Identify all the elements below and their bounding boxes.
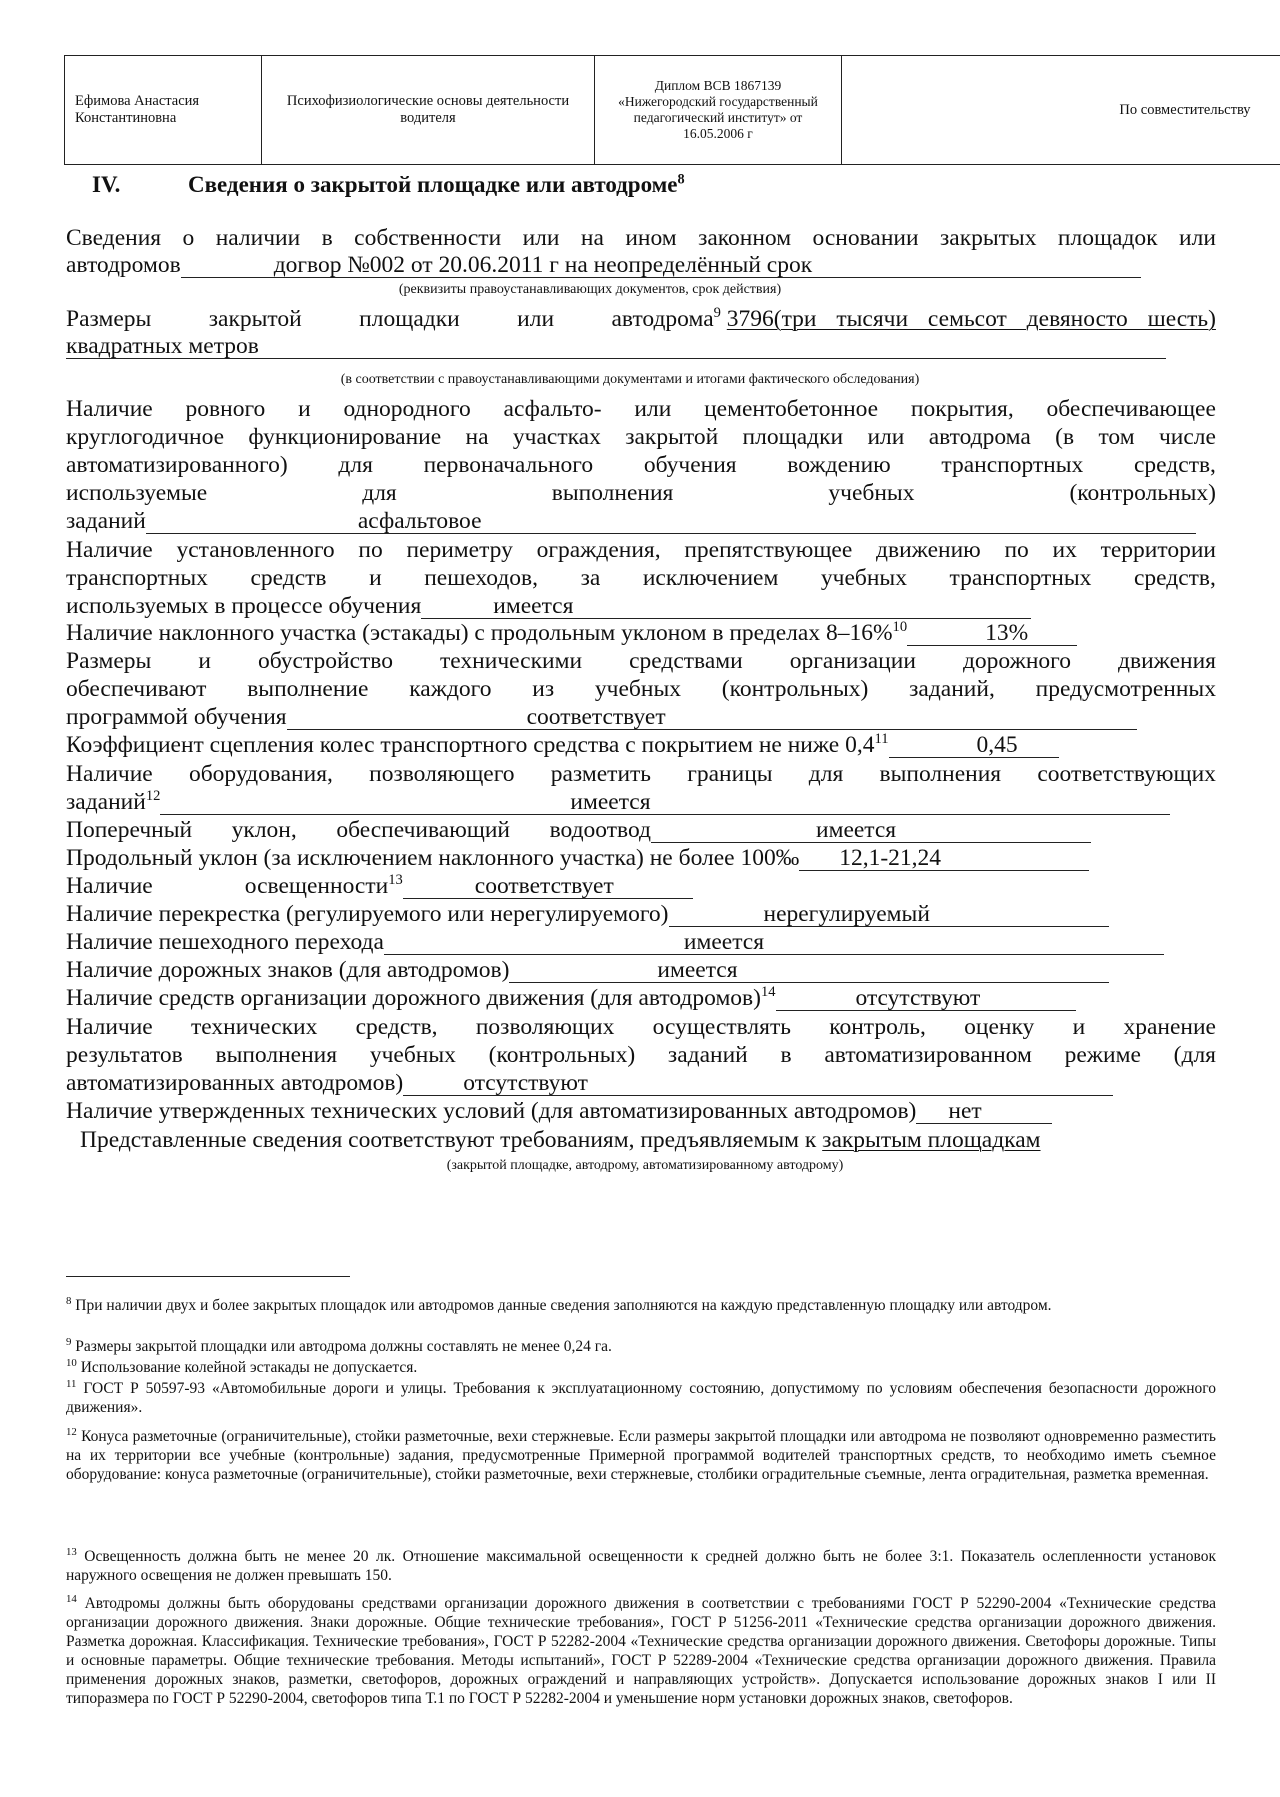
field-label: освещенности — [244, 873, 389, 899]
footnote-text: При наличии двух и более закрытых площадок или автодромов данные сведения заполняются на каждую представленную площадку или автодром. — [75, 1297, 1052, 1314]
form-line — [66, 929, 1216, 956]
field-caption: (в соответствии с правоустанавливающими документами и итогами фактического обследования) — [340, 372, 920, 387]
line-word: организации — [789, 648, 916, 674]
line-word: движению — [876, 537, 981, 563]
field-label: заданий — [66, 789, 146, 815]
line-word: Наличие — [66, 1014, 153, 1040]
field-value — [146, 508, 1196, 534]
footnote-text: Использование колейной эстакады не допускается. — [80, 1359, 418, 1376]
line-word: для — [808, 761, 844, 787]
line-word: транспортных — [941, 452, 1084, 478]
line-word: или — [522, 225, 560, 251]
line-word: разметить — [550, 761, 652, 787]
field-label: или — [517, 306, 555, 332]
line-word: обеспечивающее — [1046, 396, 1216, 422]
field-value — [509, 957, 1109, 983]
footnote — [66, 1427, 1216, 1484]
field-label: Наличие наклонного участка (эстакады) с продольным уклоном в пределах 8–16% — [66, 620, 893, 646]
line-word: о — [182, 225, 195, 251]
line-word: средствами — [629, 648, 743, 674]
line-word: каждого — [409, 676, 492, 702]
field-caption: (реквизиты правоустанавливающих документов, срок действия) — [398, 282, 782, 297]
line-word: асфальто- — [503, 396, 602, 422]
line-word: оценку — [964, 1014, 1035, 1040]
field-label: автодрома — [611, 306, 714, 332]
form-line — [66, 225, 1216, 252]
form-line — [66, 676, 1216, 703]
line-word: или — [1179, 225, 1216, 251]
line-word: цементобетонное — [704, 396, 879, 422]
footnote-number: 9 — [66, 1335, 72, 1348]
field-value-text: нерегулируемый — [763, 901, 930, 927]
form-line — [66, 817, 1216, 844]
line-word: используемые — [66, 480, 208, 506]
line-word: исключением — [642, 565, 779, 591]
line-word: средств, — [1134, 452, 1216, 478]
footnote-text: Размеры закрытой площадки или автодрома должны составлять не менее 0,24 га. — [75, 1338, 612, 1355]
line-word: участках — [512, 424, 601, 450]
line-word: собственности — [354, 225, 502, 251]
field-label: Поперечный — [66, 817, 193, 843]
line-word: средств, — [355, 1014, 438, 1040]
field-label: Наличие перекрестка (регулируемого или нерегулируемого) — [66, 901, 669, 927]
field-value — [916, 1098, 1052, 1124]
form-line — [66, 620, 1216, 647]
employment-text: По совместительству — [1119, 101, 1251, 118]
line-word: функционирование — [248, 424, 442, 450]
field-label: Наличие дорожных знаков (для автодромов) — [66, 957, 510, 983]
line-word: результатов — [66, 1042, 183, 1068]
line-word: обеспечивают — [66, 676, 207, 702]
line-word: транспортных — [66, 565, 208, 591]
section-heading — [92, 172, 685, 198]
field-label: Представленные сведения соответствуют требованиям, предъявляемым к — [80, 1127, 817, 1153]
line-word: транспортных — [949, 565, 1092, 591]
line-word: площадок — [1057, 225, 1158, 251]
field-label: закрытой — [208, 306, 302, 332]
form-line — [66, 873, 1216, 900]
footnote-ref: 13 — [388, 872, 403, 889]
field-label: Продольный уклон (за исключением наклонного участка) не более 100‰ — [66, 845, 800, 871]
field-label: используемых в процессе обучения — [66, 593, 422, 619]
field-value-text: имеется — [493, 593, 574, 619]
line-word: и — [298, 396, 311, 422]
field-value-text: отсутствуют — [463, 1070, 588, 1096]
field-value-text: нет — [948, 1098, 982, 1124]
field-value-text: асфальтовое — [357, 508, 482, 534]
form-line — [66, 396, 1216, 423]
field-label: Коэффициент сцепления колес транспортного средства с покрытием не ниже 0,4 — [66, 732, 875, 758]
line-word: соответствующих — [1037, 761, 1216, 787]
footnote-text: ГОСТ Р 50597-93 «Автомобильные дороги и улицы. Требования к эксплуатационному состоянию, допустимому по условиям обеспечения безопасности дорожного движения». — [66, 1380, 1216, 1416]
field-label: заданий — [66, 508, 146, 534]
line-word: заданий, — [909, 676, 995, 702]
diploma-cell: Диплом ВСВ 1867139 «Нижегородский государственный педагогический институт» от 16.05.2006 г — [595, 56, 842, 165]
form-line — [80, 1127, 1220, 1154]
field-value — [799, 845, 1089, 871]
field-value — [889, 732, 1059, 758]
line-word: их — [1052, 537, 1077, 563]
line-word: препятствующее — [684, 537, 853, 563]
footnote-number: 10 — [66, 1356, 77, 1369]
footnote-text: Автодромы должны быть оборудованы средствами организации дорожного движения в соответствии с требованиями ГОСТ Р 52290-2004 «Технические средства организации дорожного движения. Знаки дорожные. Общие технические требования», ГОСТ Р 51256-2011 «Технические средства организации дорожного движения. Разметка дорожная. Классификация. Технические требования», ГОСТ Р 52282-2004 «Технические средства организации дорожного движения. Светофоры дорожные. Типы и основные параметры. Общие технические требования. Методы испытаний», ГОСТ Р 52289-2004 «Технические средства организации дорожного движения. Правила применения дорожных знаков, разметки, светофоров, дорожных ограждений и направляющих устройств». Допускается использование дорожных знаков I или II типоразмера по ГОСТ Р 52290-2004, светофоров типа Т.1 по ГОСТ Р 52282-2004 и уменьшение норм установки дорожных знаков, светофоров. — [66, 1595, 1217, 1707]
line-word: ограждения, — [536, 537, 661, 563]
footnote-ref: 9 — [713, 305, 721, 322]
line-word: законном — [698, 225, 792, 251]
footnote-ref: 14 — [760, 984, 776, 1001]
line-word: выполнения — [551, 480, 674, 506]
field-label: водоотвод — [549, 817, 651, 843]
field-value-text: соответствует — [474, 873, 614, 899]
form-line — [66, 480, 1216, 507]
line-word: учебных — [369, 1042, 456, 1068]
line-word: хранение — [1123, 1014, 1216, 1040]
field-value-text: отсутствуют — [855, 985, 981, 1011]
form-line — [66, 537, 1216, 564]
line-word: позволяющего — [369, 761, 515, 787]
line-word: автоматизированном — [824, 1042, 1032, 1068]
field-value-text: имеется — [570, 789, 651, 815]
field-value-text: имеется — [683, 929, 765, 955]
line-word: или — [867, 424, 905, 450]
field-value-text: имеется — [657, 957, 738, 983]
form-line — [66, 565, 1216, 592]
form-line — [66, 648, 1216, 675]
line-word: учебных — [594, 676, 681, 702]
footnote-number: 13 — [66, 1545, 77, 1558]
line-word: из — [532, 676, 555, 702]
footnote — [66, 1594, 1216, 1708]
field-label: уклон, — [231, 817, 297, 843]
field-value — [651, 817, 1091, 843]
footnote-number: 14 — [66, 1592, 77, 1605]
line-word: закрытых — [939, 225, 1037, 251]
subject-cell: Психофизиологические основы деятельности водителя — [262, 56, 595, 165]
field-label: автодромов — [66, 252, 181, 278]
form-line — [66, 306, 1216, 333]
field-value — [421, 593, 1031, 619]
footnote — [66, 1296, 1216, 1315]
line-word: границы — [687, 761, 773, 787]
form-line — [66, 1070, 1216, 1097]
footnote — [66, 1337, 1216, 1356]
footnote-number: 12 — [66, 1425, 77, 1438]
field-value — [160, 789, 1170, 815]
line-word: площадки — [742, 424, 844, 450]
field-value — [403, 873, 693, 899]
line-word: Сведения — [66, 225, 162, 251]
section-title: Сведения о закрытой площадке или автодроме — [188, 172, 678, 197]
field-label: Наличие пешеходного перехода — [66, 929, 384, 955]
line-word: выполнения — [215, 1042, 338, 1068]
line-word: контроль, — [829, 1014, 926, 1040]
field-value — [669, 901, 1109, 927]
field-value — [403, 1070, 1113, 1096]
section-number: IV. — [92, 172, 121, 197]
line-word: выполнение — [247, 676, 369, 702]
line-word: выполнения — [879, 761, 1002, 787]
form-line — [66, 593, 1216, 620]
field-label: Наличие средств организации дорожного движения (для автодромов) — [66, 985, 761, 1011]
form-line — [66, 957, 1216, 984]
field-value-text: соответствует — [526, 704, 666, 730]
line-word: круглогодичное — [66, 424, 225, 450]
footnote — [66, 1358, 1216, 1377]
line-word: для — [362, 480, 397, 506]
field-value-text: 13% — [985, 620, 1029, 646]
field-value — [384, 929, 1164, 955]
table-row — [65, 56, 1280, 165]
field-label: Наличие — [66, 873, 153, 899]
field-label: программой обучения — [66, 704, 287, 730]
line-word: территории — [1100, 537, 1216, 563]
field-value-text: 0,45 — [976, 732, 1018, 758]
line-word: и — [1072, 1014, 1086, 1040]
field-value — [907, 620, 1077, 646]
form-line — [66, 985, 1216, 1012]
form-line — [66, 1042, 1216, 1069]
form-line — [66, 845, 1216, 872]
line-word: покрытия, — [910, 396, 1014, 422]
footnote-number: 8 — [66, 1294, 72, 1307]
footnote — [66, 1379, 1216, 1417]
line-word: оборудования, — [188, 761, 333, 787]
line-word: средств, — [1133, 565, 1216, 591]
line-word: числе — [1158, 424, 1216, 450]
line-word: в — [780, 1042, 792, 1068]
line-word: на — [580, 225, 604, 251]
line-word: ровного — [185, 396, 266, 422]
line-word: на — [465, 424, 489, 450]
line-word: том — [1098, 424, 1135, 450]
line-word: (для — [1173, 1042, 1216, 1068]
field-value — [66, 333, 1166, 359]
line-word: позволяющих — [475, 1014, 615, 1040]
field-value-text: квадратных метров — [66, 333, 259, 359]
field-label: Наличие утвержденных технических условий (для автоматизированных автодромов) — [66, 1098, 917, 1124]
staff-table — [64, 55, 1280, 165]
line-word: закрытой — [625, 424, 719, 450]
field-label-group — [66, 817, 651, 844]
line-word: Наличие — [66, 537, 153, 563]
line-word: вождению — [787, 452, 891, 478]
line-word: заданий — [667, 1042, 748, 1068]
field-value: 3796(три тысячи семьсот девяносто шесть) — [726, 306, 1216, 332]
form-line — [66, 333, 1216, 360]
field-value-text: догвор №002 от 20.06.2011 г на неопределённый срок — [273, 252, 813, 278]
line-word: однородного — [343, 396, 471, 422]
field-label: автоматизированных автодромов) — [66, 1070, 404, 1096]
line-word: для — [338, 452, 373, 478]
line-word: и — [198, 648, 211, 674]
field-value — [776, 985, 1076, 1011]
form-line — [66, 252, 1216, 279]
line-word: установленного — [176, 537, 335, 563]
footnote-ref: 12 — [145, 788, 161, 805]
footnote-ref: 8 — [677, 171, 685, 188]
employment-cell — [842, 56, 1280, 165]
line-word: осуществлять — [652, 1014, 791, 1040]
field-value — [287, 704, 1137, 730]
form-line — [66, 508, 1216, 535]
line-word: по — [358, 537, 383, 563]
line-word: Наличие — [66, 761, 153, 787]
line-word: Наличие — [66, 396, 153, 422]
line-word: за — [580, 565, 601, 591]
form-line — [66, 901, 1216, 928]
line-word: обустройство — [257, 648, 393, 674]
field-value-text: 12,1-21,24 — [839, 845, 942, 871]
line-word: первоначального — [423, 452, 594, 478]
line-word: Размеры — [66, 648, 152, 674]
field-label: Размеры — [66, 306, 152, 332]
line-word: движения — [1118, 648, 1216, 674]
field-label: площадки — [359, 306, 460, 332]
form-line — [66, 1098, 1216, 1125]
footnote-text: Конуса разметочные (ограничительные), стойки разметочные, вехи стержневые. Если размеры закрытой площадки или автодрома не позволяют одновременно разместить на их территории все учебные (контрольные) задания, предусмотренные Примерной программой водителей транспортных средств, то необходимо иметь съемное оборудование: конуса разметочные (ограничительные), стойки разметочные, вехи стержневые, столбики оградительные съемные, лента оградительная, разметка временная. — [66, 1428, 1217, 1483]
field-label: обеспечивающий — [336, 817, 511, 843]
line-word: режиме — [1064, 1042, 1141, 1068]
form-line — [66, 424, 1216, 451]
line-word: автодрома — [928, 424, 1031, 450]
line-word: наличии — [215, 225, 301, 251]
footnote-divider — [66, 1276, 350, 1277]
line-word: ином — [625, 225, 677, 251]
line-word: и — [369, 565, 382, 591]
field-value: закрытым площадкам — [822, 1127, 1041, 1153]
line-word: (контрольных) — [721, 676, 869, 702]
footnote-ref: 11 — [874, 731, 889, 748]
footnote — [66, 1547, 1216, 1585]
line-word: техническими — [440, 648, 583, 674]
field-value — [181, 252, 1141, 278]
field-caption: (закрытой площадке, автодрому, автоматизированному автодрому) — [446, 1158, 844, 1173]
footnote-number: 11 — [66, 1377, 77, 1390]
footnote-ref: 10 — [892, 619, 908, 636]
footnote-text: Освещенность должна быть не менее 20 лк. Отношение максимальной освещенности к средней должно быть не более 3:1. Показатель ослепленности установок наружного освещения не должен превышать 150. — [66, 1548, 1217, 1584]
line-word: пешеходов, — [424, 565, 539, 591]
line-word: автоматизированного) — [66, 452, 288, 478]
line-word: средств — [250, 565, 327, 591]
line-word: основании — [812, 225, 919, 251]
line-word: (контрольных) — [488, 1042, 636, 1068]
form-line — [66, 761, 1216, 788]
form-line — [66, 704, 1216, 731]
line-word: или — [634, 396, 672, 422]
line-word: в — [321, 225, 333, 251]
staff-name-cell: Ефимова Анастасия Константиновна — [65, 56, 262, 165]
line-word: учебных — [828, 480, 915, 506]
line-word: дорожного — [962, 648, 1071, 674]
line-word: (в — [1055, 424, 1075, 450]
line-word: обучения — [643, 452, 737, 478]
line-word: предусмотренных — [1035, 676, 1216, 702]
form-line — [66, 789, 1216, 816]
form-line — [66, 452, 1216, 479]
line-word: по — [1004, 537, 1029, 563]
line-word: периметру — [406, 537, 513, 563]
line-word: технических — [191, 1014, 318, 1040]
form-line — [66, 1014, 1216, 1041]
field-value-text: имеется — [816, 817, 897, 843]
form-line — [66, 732, 1216, 759]
line-word: (контрольных) — [1069, 480, 1216, 506]
line-word: учебных — [820, 565, 907, 591]
